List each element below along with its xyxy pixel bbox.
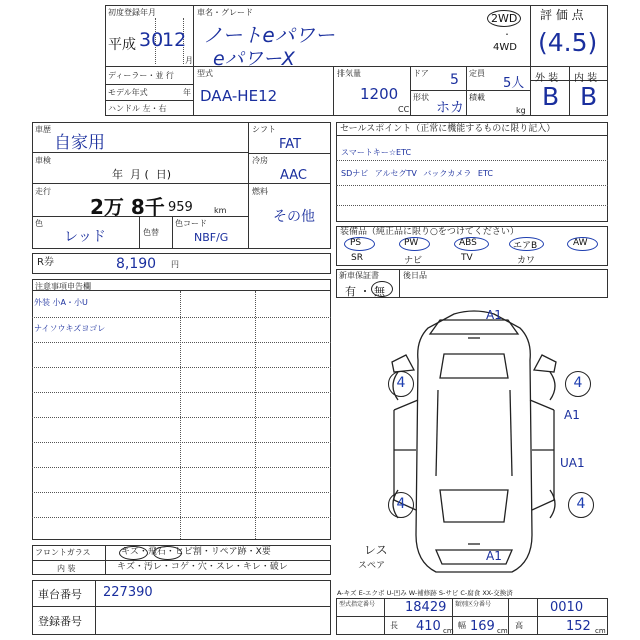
width-unit: cm — [497, 627, 508, 635]
mileage-label: 走行 — [35, 187, 51, 196]
divider — [139, 216, 140, 249]
divider — [569, 66, 570, 116]
type-label: 型式 — [197, 69, 213, 78]
notes-section — [32, 279, 331, 540]
divider — [193, 5, 194, 66]
warranty-value: 有 ・ 無 — [345, 285, 385, 298]
divider — [248, 183, 331, 184]
damage-legend: A-キズ E-エクボ U-凹み W-補修跡 S-サビ C-腐食 XX-交換済 — [337, 589, 513, 597]
color: レッド — [64, 229, 106, 245]
notes-rule — [32, 392, 331, 393]
notes-title: 注意事項申告欄 — [35, 282, 91, 291]
windshield-options: キズ・飛石・ヒビ割・リペア跡・X要 — [121, 547, 271, 557]
divider — [466, 66, 467, 116]
height-value: 152 — [566, 619, 591, 634]
notes-rule — [32, 467, 331, 468]
dim1-label: 型式指定番号 — [339, 601, 376, 608]
score-label: 評 価 点 — [540, 8, 584, 22]
tax-value: 8,190 — [116, 256, 157, 272]
len-value: 410 — [416, 619, 441, 634]
drive-2wd: 2WD — [491, 12, 518, 25]
inspection-label: 車検 — [35, 156, 51, 165]
registration-label: 登録番号 — [38, 615, 82, 628]
divider — [95, 580, 96, 635]
divider — [172, 216, 173, 249]
damage-right-rear: UA1 — [560, 456, 585, 470]
usage-label: 車歴 — [35, 125, 51, 134]
month-unit: 月 — [185, 56, 193, 65]
divider — [248, 153, 331, 154]
tax-unit: 円 — [171, 260, 179, 269]
model-year-unit: 年 — [183, 88, 191, 97]
shift: FAT — [279, 137, 302, 152]
notes-rule — [32, 492, 331, 493]
displacement: 1200 — [360, 85, 399, 103]
equip-pw: PW — [404, 238, 419, 248]
interior-grade: B — [580, 82, 598, 111]
equip-sr: SR — [351, 253, 363, 263]
chassis-number: 227390 — [103, 585, 153, 600]
first-reg-label: 初度登録年月 — [108, 8, 156, 17]
divider — [537, 598, 538, 635]
divider — [105, 545, 106, 575]
reg-year: 30 — [139, 29, 164, 51]
divider — [248, 122, 249, 249]
equip-ps: PS — [350, 238, 362, 248]
divider — [105, 100, 193, 101]
len-unit: cm — [443, 627, 454, 635]
displacement-label: 排気量 — [337, 69, 361, 78]
windshield-label: フロントガラス — [35, 548, 91, 557]
fuel: その他 — [273, 209, 315, 225]
reg-month: 12 — [162, 29, 187, 51]
notes-rule — [32, 367, 331, 368]
notes-rule — [32, 317, 331, 318]
interior-label: 内 装 — [57, 564, 76, 573]
divider — [410, 66, 411, 116]
exterior-grade: B — [542, 82, 560, 111]
notes-rule — [32, 442, 331, 443]
divider — [32, 606, 331, 607]
color-label: 色 — [35, 219, 43, 228]
inspection-text: 年 月 ( 日) — [112, 168, 172, 181]
notes-line-1: 外装 小A・小U — [34, 298, 88, 307]
capacity-label: 定員 — [469, 69, 485, 78]
divider — [193, 66, 194, 116]
notes-rule — [32, 417, 331, 418]
divider — [333, 66, 334, 116]
equip-abs: ABS — [459, 238, 477, 248]
warranty-circle — [371, 281, 393, 297]
km-unit: km — [214, 206, 227, 215]
divider — [399, 269, 400, 298]
damage-rear: A1 — [486, 549, 502, 563]
equip-leather: カワ — [517, 256, 536, 266]
width-label: 幅 — [458, 621, 466, 630]
equip-tv: TV — [461, 253, 473, 263]
shape-label: 形状 — [413, 93, 429, 102]
divider — [530, 5, 531, 116]
pickup-label: 後日品 — [403, 271, 427, 280]
notes-column-rule — [180, 291, 181, 539]
fuel-label: 燃料 — [252, 187, 268, 196]
divider — [32, 183, 248, 184]
tax-section — [32, 253, 331, 274]
equip-aw: AW — [573, 238, 588, 248]
dim2-value: 0010 — [550, 600, 584, 615]
color-code: NBF/G — [194, 231, 229, 244]
score: (4.5) — [538, 28, 598, 57]
divider — [32, 560, 331, 561]
equipment-title: 装備品（純正品に限り○をつけてください） — [340, 227, 519, 237]
notes-line-2: ナイソウキズヨゴレ — [34, 324, 106, 333]
warranty-label: 新車保証書 — [339, 271, 379, 280]
model-code: DAA-HE12 — [200, 87, 278, 105]
load-label: 積載 — [469, 93, 485, 102]
sales-point-1: スマートキー☆ETC — [341, 148, 412, 157]
ac: AAC — [280, 168, 307, 183]
handle-label: ハンドル 左・右 — [108, 104, 167, 113]
tire-rear-left: 4 — [388, 492, 414, 518]
drive-4wd: 4WD — [493, 42, 517, 53]
spare-handwritten: レス — [364, 543, 388, 557]
notes-column-rule — [255, 291, 256, 539]
tire-rear-right: 4 — [568, 492, 594, 518]
divider — [384, 598, 385, 635]
name-grade-label: 車名・グレード — [197, 8, 253, 17]
divider — [32, 290, 331, 291]
ac-label: 冷房 — [252, 156, 268, 165]
spare-label: スペア — [358, 561, 386, 571]
exterior-label: 外 装 — [535, 73, 559, 84]
height-label: 高 — [515, 621, 523, 630]
grade: eパワーX — [213, 48, 295, 70]
era: 平成 — [108, 37, 136, 53]
usage: 自家用 — [54, 133, 105, 153]
chassis-label: 車台番号 — [38, 588, 82, 601]
divider — [508, 598, 509, 635]
kg-unit: kg — [516, 106, 526, 115]
sales-point-2: SDナビ アルセグTV バックカメラ ETC — [341, 169, 493, 178]
damage-front: A1 — [486, 308, 502, 322]
mileage-number: 959 — [168, 200, 193, 215]
len-label: 長 — [390, 621, 398, 630]
capacity: 5人 — [503, 76, 525, 91]
divider — [336, 135, 608, 136]
interior-options: キズ・汚レ・コゲ・穴・スレ・キレ・破レ — [117, 562, 288, 572]
car-name: ノートeパワー — [203, 23, 335, 47]
door-label: ドア — [413, 69, 429, 78]
dim1-value: 18429 — [405, 600, 447, 615]
notes-rule — [32, 342, 331, 343]
height-unit: cm — [595, 627, 606, 635]
equip-airbag: エアB — [513, 241, 538, 251]
model-year-label: モデル年式 — [108, 88, 148, 97]
notes-rule — [32, 517, 331, 518]
windshield-chip-circle — [153, 546, 182, 560]
divider — [336, 616, 608, 617]
sales-points-title: セールスポイント（正常に機能するものに限り記入） — [340, 124, 556, 134]
dim2-label: 類別区分番号 — [455, 601, 492, 608]
interior-label: 内 装 — [574, 73, 598, 84]
color-change-label: 色替 — [143, 228, 159, 237]
dealer-label: ディーラー・並 行 — [108, 71, 174, 80]
windshield-scratch-circle — [119, 546, 148, 560]
shape: ホカ — [436, 100, 464, 116]
mileage-handwritten: 2万 8千 — [90, 195, 165, 219]
tax-label: R券 — [37, 257, 54, 268]
equip-navi: ナビ — [404, 256, 423, 266]
doors: 5 — [450, 72, 459, 88]
divider — [105, 84, 193, 85]
cc-unit: CC — [398, 105, 410, 114]
damage-right-front: A1 — [564, 408, 580, 422]
tire-front-right: 4 — [565, 371, 591, 397]
shift-label: シフト — [252, 125, 276, 134]
color-code-label: 色コード — [175, 219, 207, 228]
width-value: 169 — [470, 619, 495, 634]
tire-front-left: 4 — [388, 371, 414, 397]
